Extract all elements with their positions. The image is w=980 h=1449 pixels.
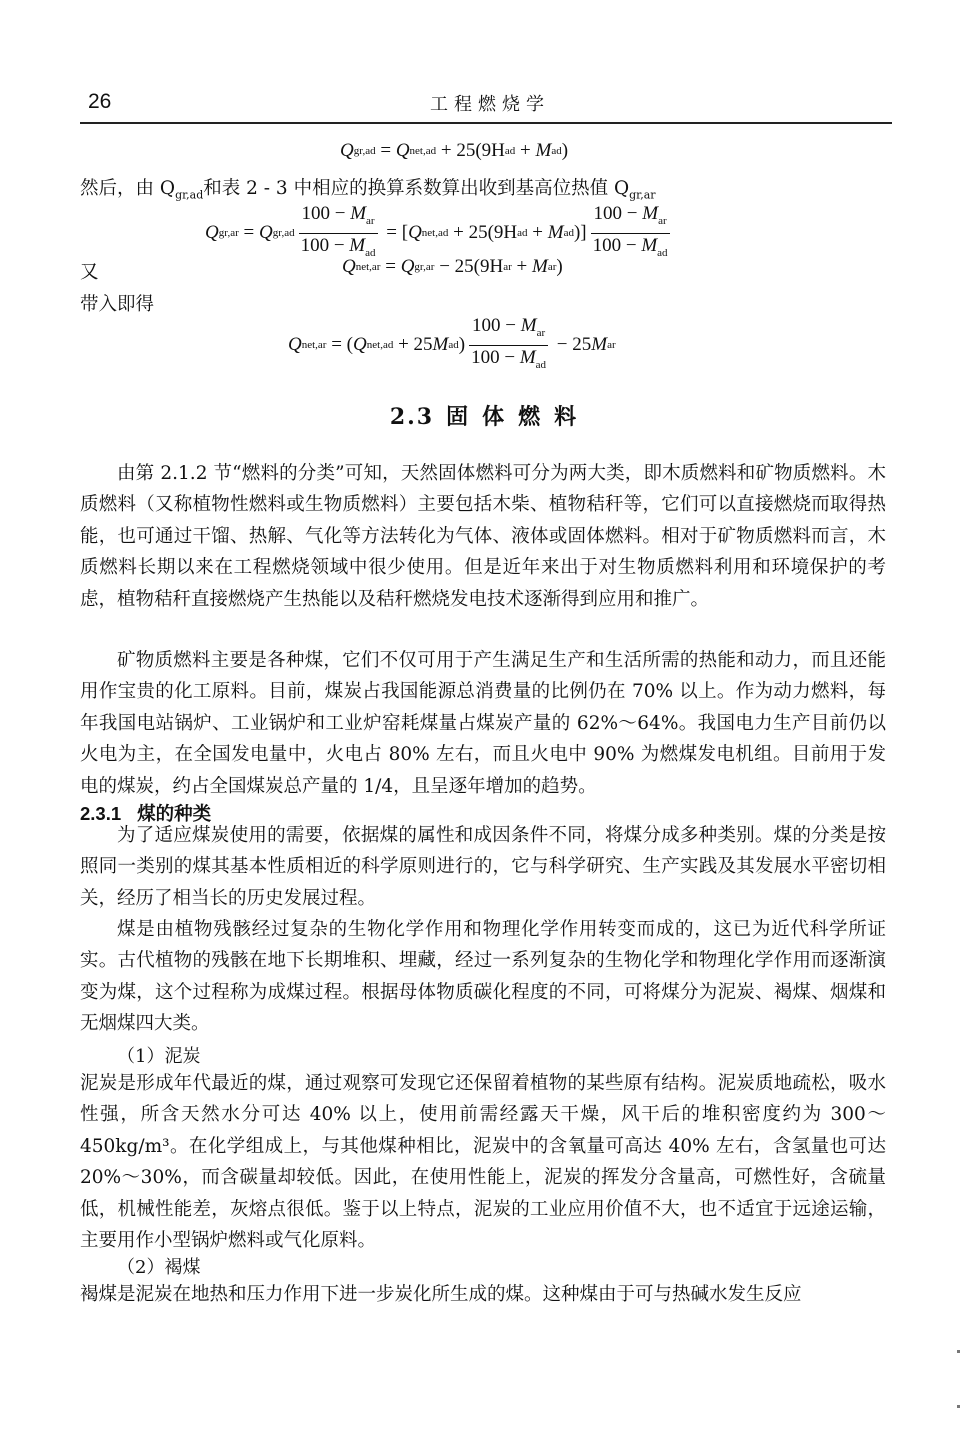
paragraph-1: 由第 2.1.2 节“燃料的分类”可知，天然固体燃料可分为两大类，即木质燃料和矿物质燃料。木质燃料（又称植物性燃料或生物质燃料）主要包括木柴、植物秸秆等，它们可以直接燃烧而取得热能，也可通过干馏、热解、气化等方法转化为气体、液体或固体燃料。相对于矿物质燃料而言，木质燃料长期以来在工程燃烧领域中很少使用。但是近年来出于对生物质燃料利用和环境保护的考虑，植物秸秆直接燃烧产生热能以及秸秆燃烧发电技术逐渐得到应用和推广。 bbox=[80, 463, 886, 610]
item-heading-peat: （1）泥炭 bbox=[117, 1046, 201, 1067]
then-rest: 和表 2 - 3 中相应的换算系数算出收到基高位热值 Q bbox=[203, 178, 630, 199]
scan-mark bbox=[957, 1350, 960, 1353]
subsection-title: 煤的种类 bbox=[137, 804, 212, 825]
also-label: 又 bbox=[80, 262, 99, 283]
equation-qnet-ar: Q net,ar = Q gr,ar − 25(9H ar + M ar ) bbox=[342, 256, 563, 277]
item-heading-lignite: （2）褐煤 bbox=[117, 1257, 201, 1278]
equation-final: Q net,ar = ( Q net,ad + 25 M ad ) $\frac{100 - M_{ar}}{100 - M_{ad}}$ − 25 M ar bbox=[288, 315, 616, 371]
paragraph-3: 为了适应煤炭使用的需要，依据煤的属性和成因条件不同，将煤分成多种类别。煤的分类是按照同一类别的煤其基本性质相近的科学原则进行的，它与科学研究、生产实践及其发展水平密切相关，经历了相当长的历史发展过程。 bbox=[80, 825, 886, 909]
paragraph-5: 泥炭是形成年代最近的煤，通过观察可发现它还保留着植物的某些原有结构。泥炭质地疏松，吸水性强，所含天然水分可达 40% 以上，使用前需经露天干燥，风干后的堆积密度约为 300～450kg/m³。在化学组成上，与其他煤种相比，泥炭中的含氧量可高达 40% 左右，含氢量也可达 20%～30%，而含碳量却较低。因此，在使用性能上，泥炭的挥发分含量高，可燃性好，含硫量低，机械性能差，灰熔点很低。鉴于以上特点，泥炭的工业应用价值不大，也不适宜于远途运输，主要用作小型锅炉燃料或气化原料。 bbox=[80, 1073, 886, 1252]
running-title: 工程燃烧学 bbox=[430, 94, 550, 115]
scan-mark bbox=[957, 1405, 960, 1408]
then-line bbox=[80, 174, 656, 202]
page-number: 26 bbox=[88, 90, 112, 113]
equation-qgr-ad: Q gr,ad = Q net,ad + 25(9H ad + M ad ) bbox=[340, 140, 569, 161]
header-rule bbox=[80, 122, 892, 124]
then-sub2: gr,ar bbox=[629, 188, 656, 202]
paragraph-4: 煤是由植物残骸经过复杂的生物化学作用和物理化学作用转变而成的，这已为近代科学所证实。古代植物的残骸在地下长期堆积、埋藏，经过一系列复杂的生物化学和物理化学作用而逐渐演变为煤，这个过程称为成煤过程。根据母体物质碳化程度的不同，可将煤分为泥炭、褐煤、烟煤和无烟煤四大类。 bbox=[80, 919, 886, 1035]
subsection-number: 2.3.1 bbox=[80, 803, 122, 824]
then-text: 然后，由 Q bbox=[80, 178, 176, 199]
substitute-label: 带入即得 bbox=[80, 294, 155, 315]
section-number: 2.3 bbox=[389, 404, 435, 430]
section-title-text: 固体燃料 bbox=[446, 404, 591, 430]
paragraph-2: 矿物质燃料主要是各种煤，它们不仅可用于产生满足生产和生活所需的热能和动力，而且还能用作宝贵的化工原料。目前，煤炭占我国能源总消费量的比例仍在 70% 以上。作为动力燃料，每年我国电站锅炉、工业锅炉和工业炉窑耗煤量占煤炭产量的 62%～64%。我国电力生产目前仍以火电为主，在全国发电量中，火电占 80% 左右，而且火电中 90% 为燃煤发电机组。目前用于发电的煤炭，约占全国煤炭总产量的 1/4，且呈逐年增加的趋势。 bbox=[80, 650, 886, 797]
paragraph-6: 褐煤是泥炭在地热和压力作用下进一步炭化所生成的煤。这种煤由于可与热碱水发生反应 bbox=[80, 1284, 802, 1305]
equation-qgr-ar: Q gr,ar = Q gr,ad $\frac{100 - M_{ar}}{100 - M_{ad}}$ = [ Q net,ad + 25(9H ad + M ad )] $\frac{100 - M_{ar}}{100 - M_{ad}}$ bbox=[205, 203, 674, 264]
then-sub: gr,ad bbox=[175, 188, 204, 202]
section-title bbox=[0, 400, 980, 431]
